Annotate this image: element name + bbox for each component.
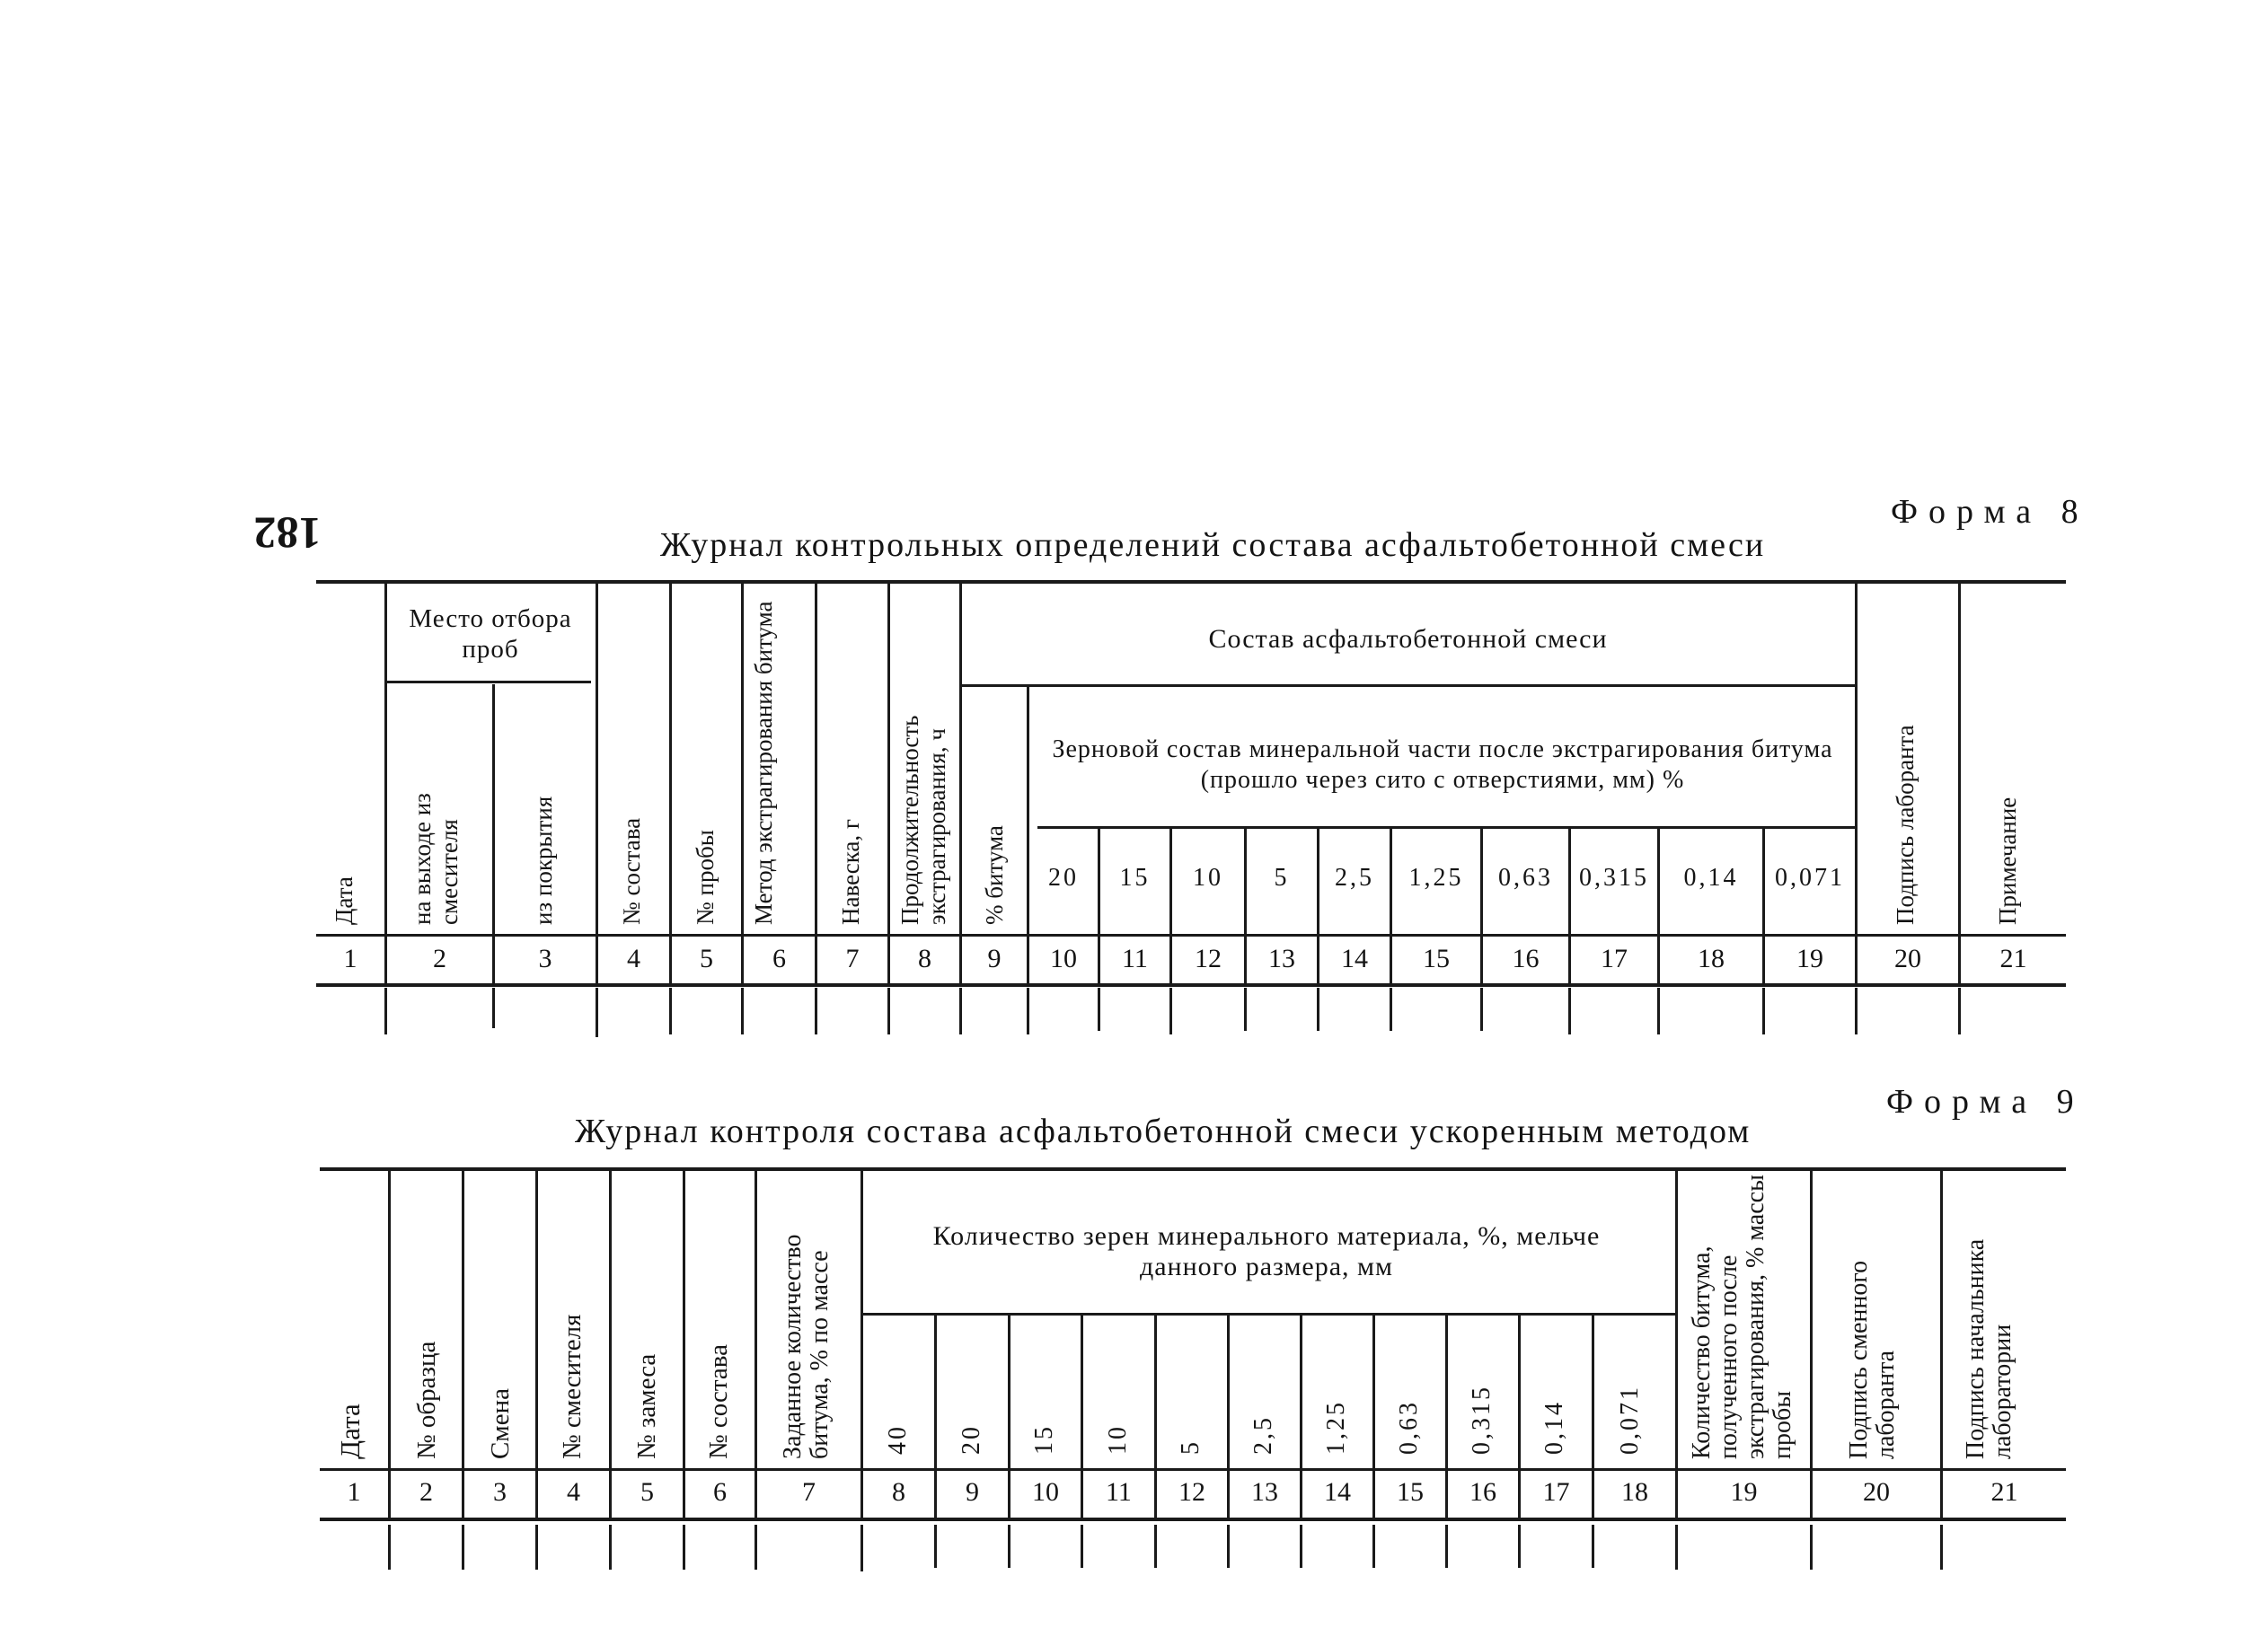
form9-sieve-40: 40 <box>884 1424 912 1455</box>
form8-col-sample: № пробы <box>692 830 719 925</box>
form9-num-17: 17 <box>1542 1477 1570 1507</box>
form8-num-13: 13 <box>1268 944 1295 973</box>
form9-num-20: 20 <box>1863 1477 1890 1507</box>
form8-num-4: 4 <box>627 944 640 973</box>
form9-sieve-0-63: 0,63 <box>1395 1400 1423 1455</box>
form8-sieve-2-5: 2,5 <box>1335 864 1374 892</box>
form9-col-specimen: № образца <box>412 1341 441 1459</box>
form8-sieve-1-25: 1,25 <box>1408 864 1464 892</box>
form9-sieve-15: 15 <box>1030 1424 1058 1455</box>
form8-sieve-5: 5 <box>1274 864 1290 892</box>
form8-label: Форма 8 <box>1891 493 2089 531</box>
form8-col-composition: № состава <box>618 817 645 925</box>
form8-num-5: 5 <box>700 944 713 973</box>
form9-num-12: 12 <box>1178 1477 1205 1507</box>
form9-num-21: 21 <box>1990 1477 2018 1507</box>
form8-col-method: Метод экстрагирования битума <box>750 601 777 925</box>
form8-col-note: Примечание <box>1994 796 2021 925</box>
form9-num-10: 10 <box>1032 1477 1059 1507</box>
form9-num-15: 15 <box>1397 1477 1424 1507</box>
form8-num-3: 3 <box>538 944 552 973</box>
form9-title: Журнал контроля состава асфальтобетонной смеси ускоренным методом <box>575 1113 1752 1150</box>
form8-sieve-0-315: 0,315 <box>1579 864 1649 892</box>
form8-sieve-0-63: 0,63 <box>1498 864 1553 892</box>
form8-sieve-0-071: 0,071 <box>1775 864 1845 892</box>
form8-sieve-15: 15 <box>1119 864 1151 892</box>
form8-num-15: 15 <box>1423 944 1450 973</box>
form9-num-18: 18 <box>1621 1477 1648 1507</box>
form8-num-18: 18 <box>1698 944 1725 973</box>
form9-sieve-0-315: 0,315 <box>1468 1385 1496 1455</box>
form9-num-2: 2 <box>419 1477 433 1507</box>
form9-num-16: 16 <box>1469 1477 1496 1507</box>
form9-num-5: 5 <box>640 1477 654 1507</box>
form9-sieve-0-14: 0,14 <box>1540 1400 1568 1455</box>
form8-col-signature: Подпись лаборанта <box>1892 725 1919 925</box>
form9-col-mixer: № смесителя <box>558 1314 587 1459</box>
form9-num-13: 13 <box>1251 1477 1278 1507</box>
form8-num-11: 11 <box>1122 944 1148 973</box>
form8-num-14: 14 <box>1341 944 1368 973</box>
form8-sieve-10: 10 <box>1193 864 1223 892</box>
form9-num-3: 3 <box>493 1477 507 1507</box>
form9-num-1: 1 <box>347 1477 361 1507</box>
form8-col-mixer-exit: на выходе из смесителя <box>409 793 463 925</box>
form9-num-11: 11 <box>1106 1477 1132 1507</box>
form9-col-date: Дата <box>334 1404 366 1459</box>
page-number: 182 <box>253 508 322 559</box>
form9-col-bitumen-obtained: Количество битума, полученного после экстрагирования, % массы пробы <box>1688 1175 1796 1459</box>
form8-num-9: 9 <box>987 944 1002 973</box>
form9-sieve-2-5: 2,5 <box>1249 1415 1277 1455</box>
form8-group-mix: Состав асфальтобетонной смеси <box>1208 624 1608 654</box>
form9-sieve-0-071: 0,071 <box>1616 1385 1644 1455</box>
form9-col-shift-signature: Подпись сменного лаборанта <box>1845 1260 1900 1459</box>
form8-title: Журнал контрольных определений состава асфальтобетонной смеси <box>660 526 1766 564</box>
form8-col-coating: из покрытия <box>530 796 557 925</box>
form9-num-9: 9 <box>966 1477 979 1507</box>
form9-col-batch: № замеса <box>632 1353 661 1459</box>
form8-num-6: 6 <box>772 944 786 973</box>
form9-sieve-5: 5 <box>1177 1439 1205 1455</box>
form8-num-10: 10 <box>1050 944 1077 973</box>
form8-group-grain: Зерновой состав минеральной части после экстрагирования битума (прошло через сито с отверстиями, мм) % <box>1052 735 1833 794</box>
form8-num-21: 21 <box>1999 944 2027 973</box>
form8-num-8: 8 <box>918 944 931 973</box>
form8-group-place: Место отбора проб <box>409 604 572 664</box>
form9-num-19: 19 <box>1730 1477 1758 1507</box>
form9-col-head-signature: Подпись начальника лаборатории <box>1962 1238 2016 1459</box>
form9-col-shift: Смена <box>486 1388 515 1459</box>
form8-col-weight: Навеска, г <box>837 819 864 925</box>
form8-num-2: 2 <box>433 944 446 973</box>
form8-num-17: 17 <box>1601 944 1628 973</box>
form8-sieve-0-14: 0,14 <box>1683 864 1739 892</box>
form8-num-1: 1 <box>343 944 357 973</box>
form9-sieve-20: 20 <box>958 1424 985 1455</box>
form9-col-composition: № состава <box>704 1344 733 1459</box>
form9-num-4: 4 <box>567 1477 580 1507</box>
form8-num-19: 19 <box>1796 944 1823 973</box>
form8-num-7: 7 <box>845 944 860 973</box>
form9-num-8: 8 <box>892 1477 905 1507</box>
form8-col-duration: Продолжительность экстрагирования, ч <box>896 715 950 925</box>
form9-label: Форма 9 <box>1886 1083 2085 1121</box>
form9-num-7: 7 <box>802 1477 816 1507</box>
form9-sieve-10: 10 <box>1104 1424 1132 1455</box>
form8-col-date: Дата <box>331 876 357 925</box>
form9-num-6: 6 <box>713 1477 727 1507</box>
form9-group-grain: Количество зерен минерального материала, %, мельче данного размера, мм <box>932 1221 1601 1281</box>
form8-num-16: 16 <box>1512 944 1540 973</box>
form8-col-bitumen: % битума <box>981 825 1008 925</box>
form8-sieve-20: 20 <box>1048 864 1079 892</box>
form9-sieve-1-25: 1,25 <box>1322 1400 1350 1455</box>
form9-col-given-bitumen: Заданное количество битума, % по массе <box>779 1234 834 1459</box>
form8-num-12: 12 <box>1195 944 1222 973</box>
form9-num-14: 14 <box>1324 1477 1351 1507</box>
form8-num-20: 20 <box>1894 944 1921 973</box>
